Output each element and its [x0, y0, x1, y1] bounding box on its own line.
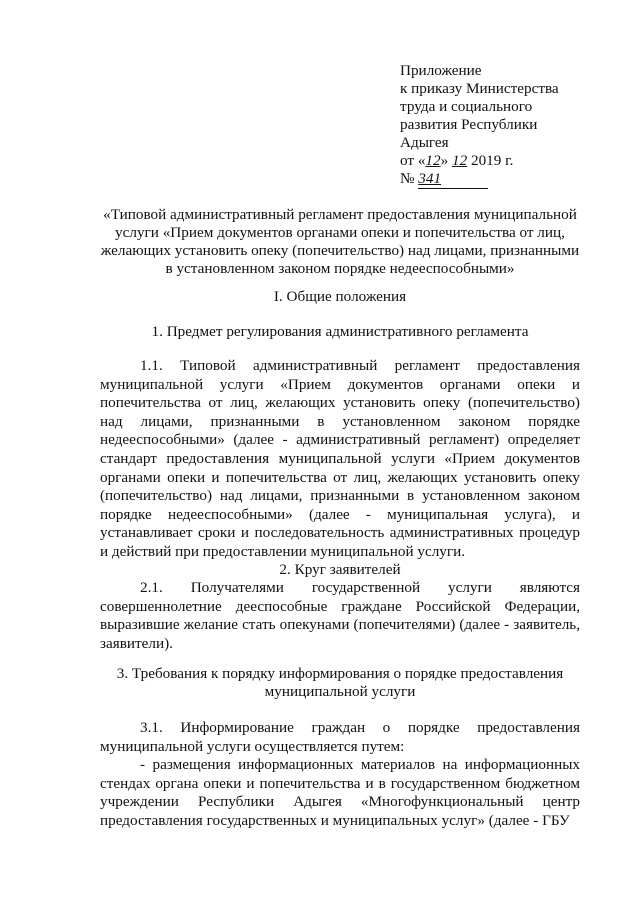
section-heading-3: 3. Требования к порядку информирования о порядке предоставления муниципальной услуги: [116, 665, 564, 701]
section-heading-2: 2. Круг заявителей: [279, 561, 401, 578]
appendix-date: от «12» 12 2019 г.: [400, 152, 514, 169]
appendix-header: [400, 62, 600, 189]
paragraph-2-1: 2.1. Получателями государственной услуги являются совершеннолетние дееспособные граждане Российской Федерации, выразившие желание стать опекунами (попечителями) (далее - заявитель, заявители).: [100, 579, 580, 652]
appendix-line: Адыгея: [400, 134, 449, 151]
appendix-line: развития Республики: [400, 116, 538, 133]
appendix-number: № 341: [400, 170, 600, 189]
paragraph-3-1-a: - размещения информационных материалов на информационных стендах органа опеки и попечительства и в государственном бюджетном учреждении Республики Адыгея «Многофункциональный центр предоставления государственных и муниципальных услуг» (далее - ГБУ: [100, 756, 580, 829]
date-day: 12: [425, 152, 441, 169]
paragraph-1-1: 1.1. Типовой административный регламент предоставления муниципальной услуги «Прием документов органами опеки и попечительства от лиц, желающих установить опеку (попечительство) над лицами, признанными в установленном законом порядке недееспособными» (далее - административный регламент) определяет стандарт предоставления муниципальной услуги «Прием документов органами опеки и попечительства от лиц, желающих установить опеку (попечительство) над лицами, признанными в установленном законом порядке недееспособными» (далее - муниципальная услуга), и устанавливает сроки и последовательность административных процедур и действий при предоставлении муниципальной услуги.: [100, 357, 580, 560]
document-title: «Типовой административный регламент предоставления муниципальной услуги «Прием документов органами опеки и попечительства от лиц, желающих установить опеку (попечительство) над лицами, признанными в установленном законом порядке недееспособными»: [100, 206, 580, 277]
section-heading-1: 1. Предмет регулирования административного регламента: [151, 323, 529, 340]
appendix-line: к приказу Министерства: [400, 80, 559, 97]
appendix-line: Приложение: [400, 62, 482, 79]
date-month: 12: [452, 152, 468, 169]
section-heading-general: I. Общие положения: [273, 288, 407, 305]
appendix-line: труда и социального: [400, 98, 533, 115]
paragraph-3-1: 3.1. Информирование граждан о порядке предоставления муниципальной услуги осуществляется путем:: [100, 719, 580, 755]
order-number: 341: [418, 170, 442, 187]
